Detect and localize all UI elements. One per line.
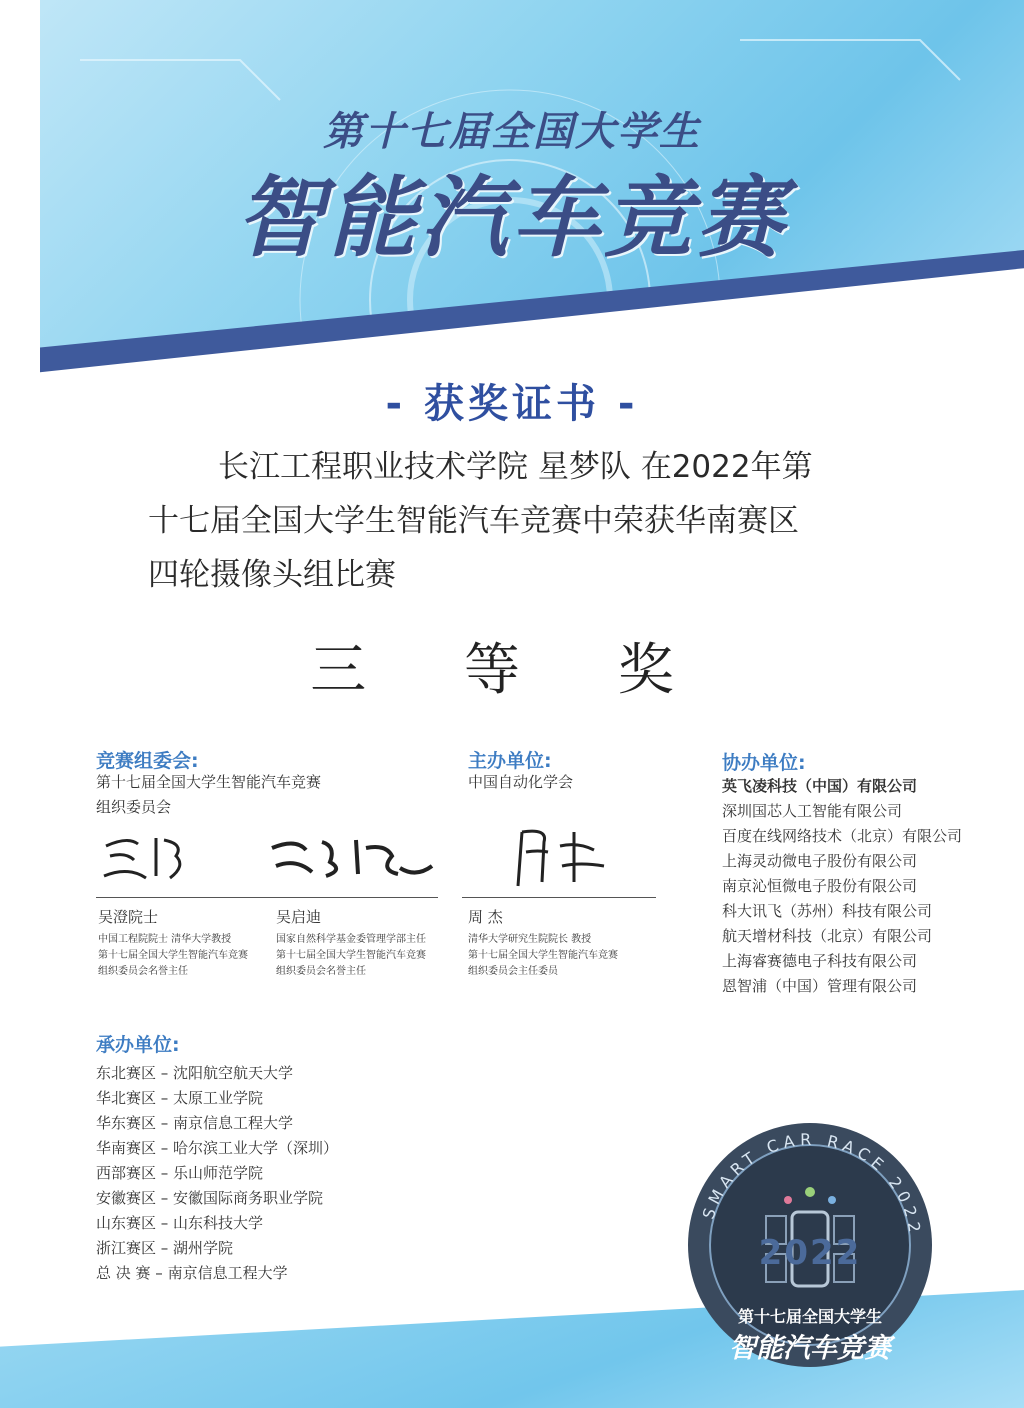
- host-divider: [462, 897, 656, 898]
- co-organizer-6: 科大讯飞（苏州）科技有限公司: [722, 902, 933, 920]
- co-organizer-1: 英飞凌科技（中国）有限公司: [722, 777, 918, 795]
- committee-heading: 竞赛组委会:: [96, 750, 199, 772]
- co-organizer-3: 百度在线网络技术（北京）有限公司: [722, 827, 963, 845]
- co-organizer-2: 深圳国芯人工智能有限公司: [722, 802, 903, 820]
- host-heading: 主办单位:: [468, 750, 552, 772]
- body-line-2: 十七届全国大学生智能汽车竞赛中荣获华南赛区: [148, 503, 799, 539]
- committee-divider: [96, 897, 438, 898]
- badge-subtitle: 第十七届全国大学生: [737, 1307, 882, 1326]
- header-title: 智能汽车竞赛: [235, 166, 788, 269]
- undertaker-9: 总 决 赛 – 南京信息工程大学: [96, 1264, 288, 1282]
- undertaker-6: 安徽赛区 – 安徽国际商务职业学院: [96, 1189, 324, 1207]
- undertaker-2: 华北赛区 – 太原工业学院: [96, 1089, 264, 1107]
- co-organizers-heading: 协办单位:: [722, 752, 806, 774]
- undertaker-5: 西部赛区 – 乐山师范学院: [96, 1164, 264, 1182]
- co-organizer-7: 航天增材科技（北京）有限公司: [722, 927, 933, 945]
- host-person-name: 周 杰: [468, 908, 503, 926]
- co-organizer-4: 上海灵动微电子股份有限公司: [722, 852, 918, 870]
- person-desc-1a: 中国工程院院士 清华大学教授: [98, 934, 232, 945]
- person-desc-2b: 第十七届全国大学生智能汽车竞赛: [276, 950, 426, 961]
- body-line-1: 长江工程职业技术学院 星梦队 在2022年第: [218, 449, 813, 485]
- signature-zhou-jie: [508, 822, 618, 894]
- undertaker-3: 华东赛区 – 南京信息工程大学: [96, 1114, 294, 1132]
- committee-line-2: 组织委员会: [96, 798, 172, 816]
- body-line-3: 四轮摄像头组比赛: [148, 557, 396, 593]
- certificate-title: - 获奖证书 -: [385, 381, 639, 427]
- person-name-1: 吴澄院士: [98, 908, 159, 926]
- host-person-desc-b: 第十七届全国大学生智能汽车竞赛: [468, 950, 618, 961]
- undertaker-1: 东北赛区 – 沈阳航空航天大学: [96, 1064, 294, 1082]
- co-organizer-8: 上海睿赛德电子科技有限公司: [722, 952, 918, 970]
- undertaker-7: 山东赛区 – 山东科技大学: [96, 1214, 264, 1232]
- header-subtitle: 第十七届全国大学生: [323, 109, 701, 155]
- host-person-desc-a: 清华大学研究生院院长 教授: [468, 934, 592, 945]
- person-desc-2a: 国家自然科学基金委管理学部主任: [276, 934, 426, 945]
- person-desc-1b: 第十七届全国大学生智能汽车竞赛: [98, 950, 248, 961]
- badge-title: 智能汽车竞赛: [729, 1333, 891, 1364]
- award-level: 三 等 奖: [310, 638, 714, 703]
- undertaker-8: 浙江赛区 – 湖州学院: [96, 1239, 234, 1257]
- host-person-desc-c: 组织委员会主任委员: [468, 966, 558, 977]
- person-desc-2c: 组织委员会名誉主任: [276, 966, 366, 977]
- person-desc-1c: 组织委员会名誉主任: [98, 966, 188, 977]
- host-line-1: 中国自动化学会: [468, 773, 574, 791]
- badge-year: 2022: [758, 1233, 862, 1273]
- person-name-2: 吴启迪: [276, 908, 322, 926]
- undertaker-4: 华南赛区 – 哈尔滨工业大学（深圳）: [96, 1139, 339, 1157]
- co-organizer-9: 恩智浦（中国）管理有限公司: [722, 977, 918, 995]
- signature-wu-cheng: [98, 826, 198, 884]
- co-organizer-5: 南京沁恒微电子股份有限公司: [722, 877, 918, 895]
- certificate-body: [148, 440, 938, 602]
- svg-text:SMART CAR RACE 2022: SMART CAR RACE 2022: [698, 1129, 925, 1239]
- committee-line-1: 第十七届全国大学生智能汽车竞赛: [96, 773, 322, 791]
- undertakers-heading: 承办单位:: [96, 1034, 180, 1056]
- signature-wu-qidi: [266, 826, 436, 884]
